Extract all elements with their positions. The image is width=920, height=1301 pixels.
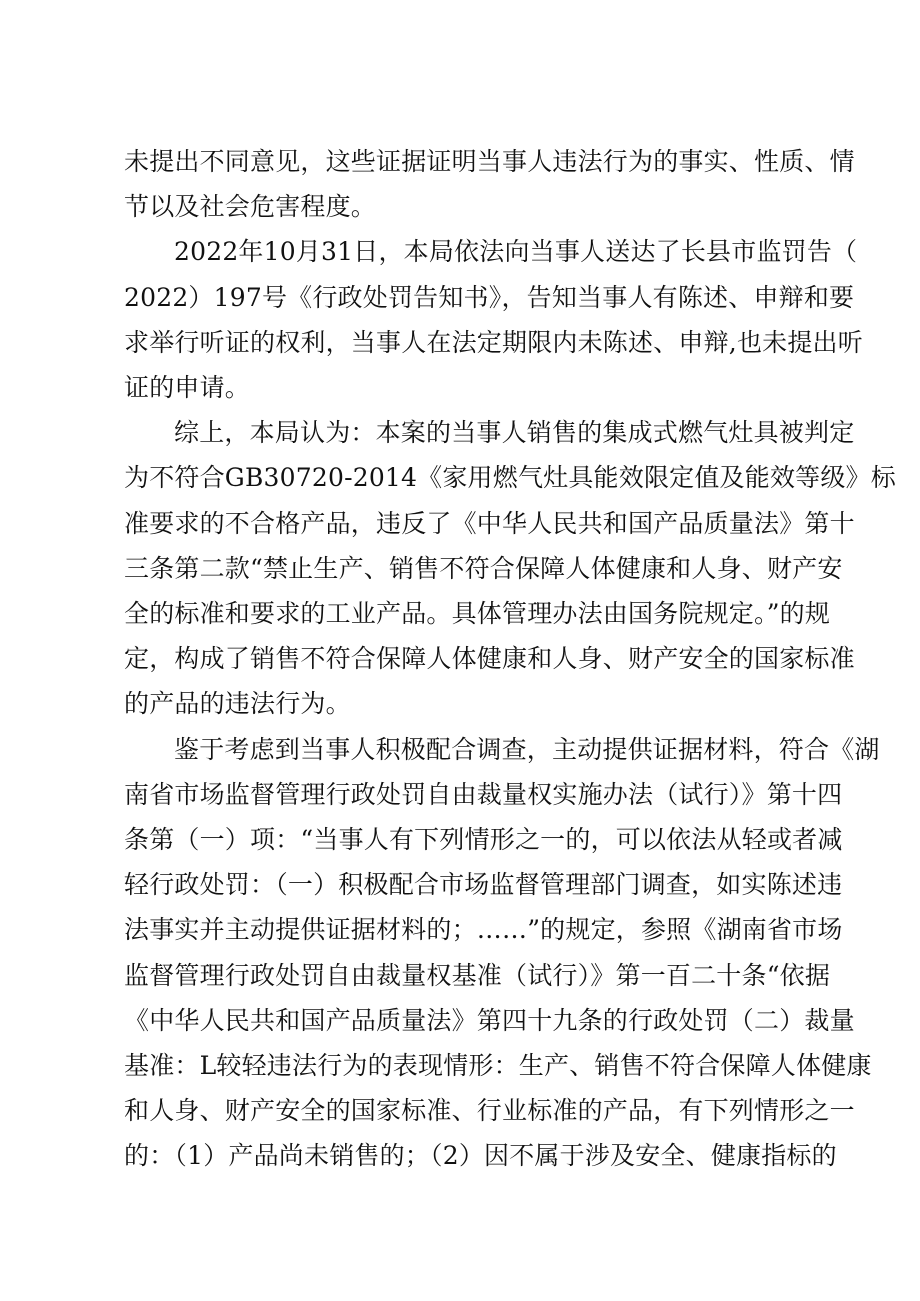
paragraph-line: 的产品的违法行为。 xyxy=(124,689,351,719)
paragraph-2 xyxy=(124,229,863,410)
paragraph-line: 定，构成了销售不符合保障人体健康和人身、财产安全的国家标准 xyxy=(124,644,855,674)
document-body xyxy=(124,139,896,1179)
paragraph-line: 未提出不同意见，这些证据证明当事人违法行为的事实、性质、情 xyxy=(124,147,855,176)
paragraph-line: 为不符合GB30720-2014《家用燃气灶具能效限定值及能效等级》标 xyxy=(124,463,896,493)
paragraph-line: 的：（1）产品尚未销售的；（2）因不属于涉及安全、健康指标的 xyxy=(124,1141,837,1171)
paragraph-line: 2022）197号《行政处罚告知书》，告知当事人有陈述、申辩和要 xyxy=(124,282,855,312)
paragraph-line: 南省市场监督管理行政处罚自由裁量权实施办法（试行）》第十四 xyxy=(124,779,843,809)
paragraph-line: 法事实并主动提供证据材料的；……”的规定，参照《湖南省市场 xyxy=(124,915,843,945)
paragraph-line: 综上，本局认为：本案的当事人销售的集成式燃气灶具被判定 xyxy=(174,418,855,448)
paragraph-line: 2022年10月31日，本局依法向当事人送达了长县市监罚告（ xyxy=(174,237,858,267)
paragraph-3 xyxy=(124,410,896,726)
paragraph-line: 节以及社会危害程度。 xyxy=(124,192,377,222)
paragraph-line: 《中华人民共和国产品质量法》第四十九条的行政处罚（二）裁量 xyxy=(124,1005,855,1035)
paragraph-line: 条第（一）项：“当事人有下列情形之一的，可以依法从轻或者减 xyxy=(124,825,843,855)
paragraph-line: 和人身、财产安全的国家标准、行业标准的产品，有下列情形之一 xyxy=(124,1096,855,1126)
paragraph-line: 求举行听证的权利，当事人在法定期限内未陈述、申辩,也未提出听 xyxy=(124,327,863,357)
paragraph-line: 鉴于考虑到当事人积极配合调查，主动提供证据材料，符合《湖 xyxy=(174,734,880,764)
paragraph-line: 监督管理行政处罚自由裁量权基准（试行）》第一百二十条“依据 xyxy=(124,960,831,990)
paragraph-line: 轻行政处罚：（一）积极配合市场监督管理部门调查，如实陈述违 xyxy=(124,870,843,900)
paragraph-line: 全的标准和要求的工业产品。具体管理办法由国务院规定。”的规 xyxy=(124,599,831,629)
paragraph-line: 证的申请。 xyxy=(124,373,251,403)
paragraph-line: 基准：L较轻违法行为的表现情形：生产、销售不符合保障人体健康 xyxy=(124,1051,872,1081)
paragraph-4 xyxy=(124,727,880,1179)
paragraph-line: 准要求的不合格产品，违反了《中华人民共和国产品质量法》第十 xyxy=(124,508,855,538)
paragraph-1 xyxy=(124,139,855,229)
paragraph-line: 三条第二款“禁止生产、销售不符合保障人体健康和人身、财产安 xyxy=(124,553,843,583)
